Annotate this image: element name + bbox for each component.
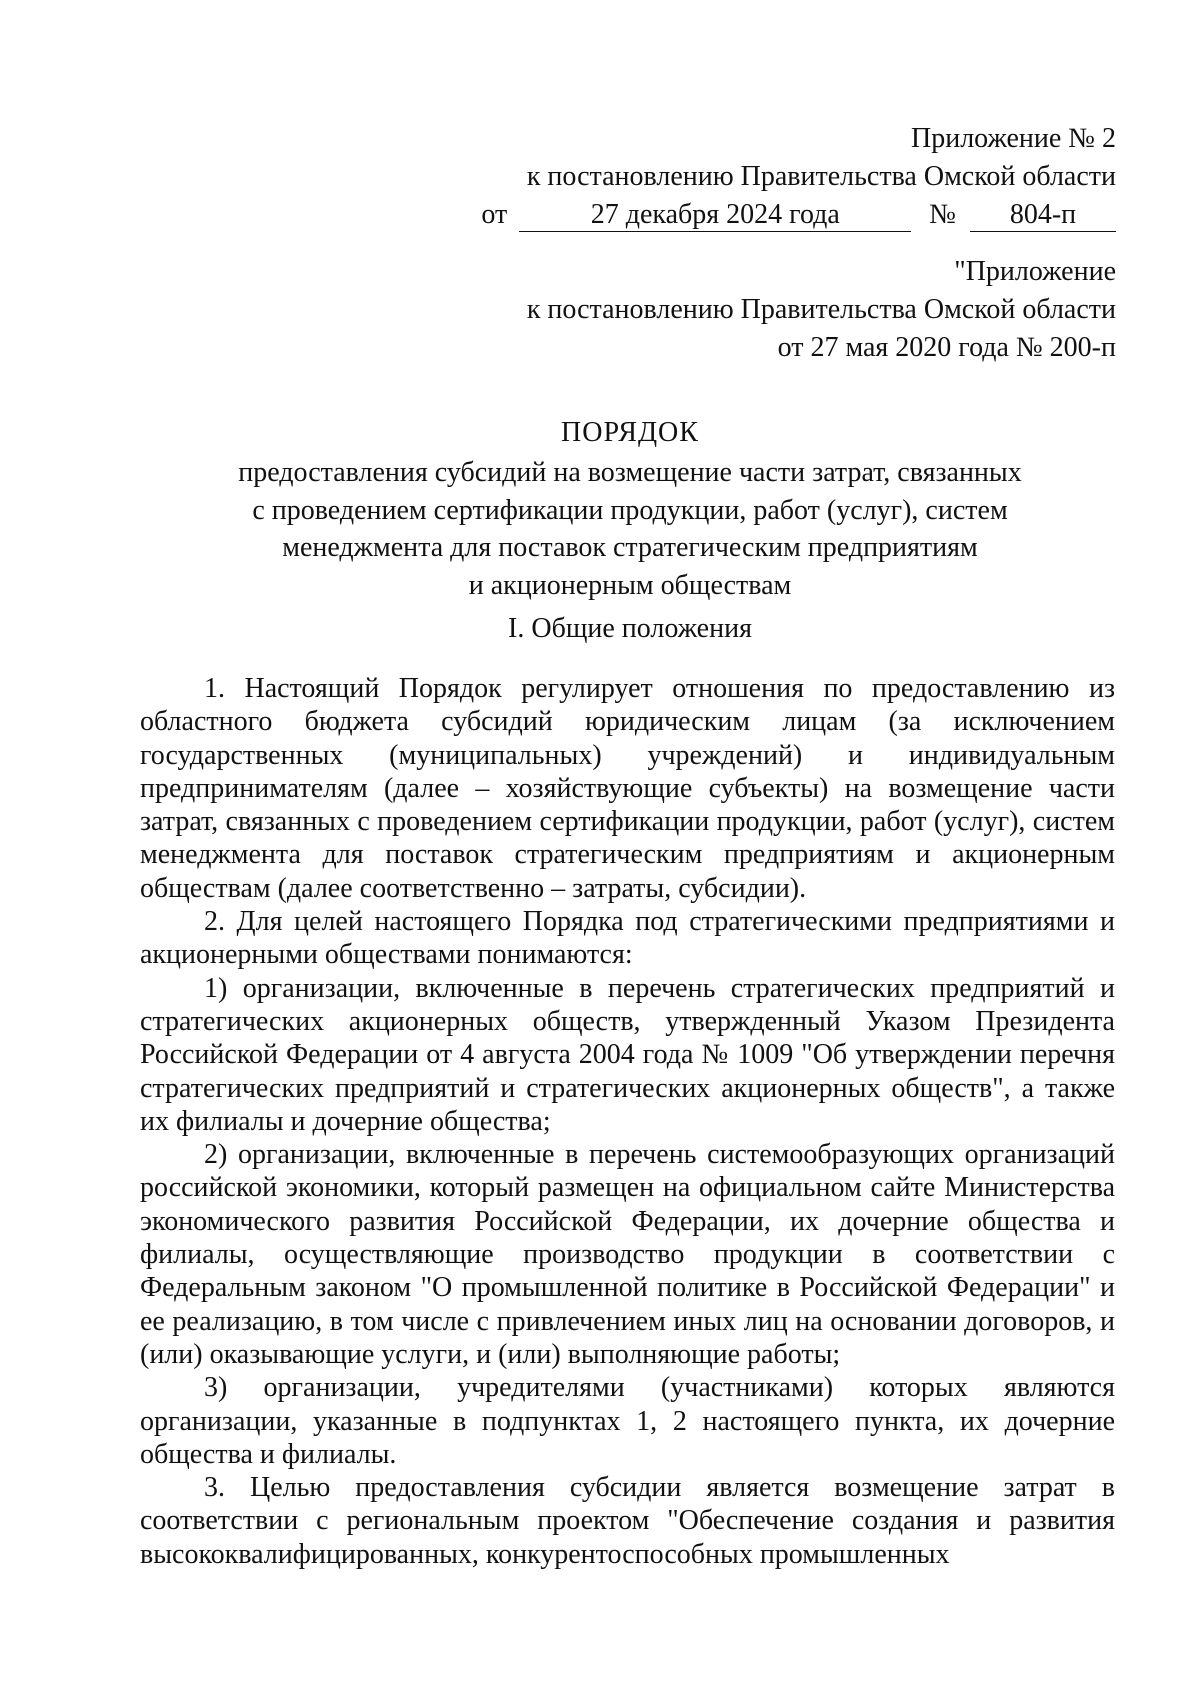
original-appendix-header [476, 253, 1116, 366]
paragraph: 2. Для целей настоящего Порядка под стратегическими предприятиями и акционерными обществами понимаются: [140, 906, 1115, 971]
document-subtitle-line: с проведением сертификации продукции, работ (услуг), систем [252, 494, 1008, 526]
section-title: I. Общие положения [508, 613, 752, 644]
document-subtitle-line: менеджмента для поставок стратегическим предприятиям [282, 532, 978, 564]
number-sign: № [929, 198, 956, 230]
subparagraph: 2) организации, включенные в перечень системообразующих организаций российской экономики, который размещен на официальном сайте Министерства экономического развития Российской Федерации, их дочерние общества и филиалы, осуществляющие производство продукции в соответствии с Федеральным законом "О промышленной политике в Российской Федерации" и ее реализацию, в том числе с привлечением иных лиц на основании договоров, и (или) оказывающие услуги, и (или) выполняющие работы; [140, 1139, 1115, 1370]
original-resolution-date: от 27 мая 2020 года № 200-п [777, 331, 1116, 363]
subparagraph: 1) организации, включенные в перечень стратегических предприятий и стратегических акционерных обществ, утвержденный Указом Президента Российской Федерации от 4 августа 2004 года № 1009 "Об утверждении перечня стратегических предприятий и стратегических акционерных обществ", а также их филиалы и дочерние общества; [140, 972, 1115, 1137]
document-subtitle-line: и акционерным обществам [468, 570, 792, 602]
paragraph: 3. Целью предоставления субсидии является возмещение затрат в соответствии с региональным проектом "Обеспечение создания и развития высококвалифицированных, конкурентоспособных промышленных [140, 1472, 1115, 1570]
resolution-number: 804-п [970, 198, 1116, 233]
original-resolution-reference: к постановлению Правительства Омской области [526, 293, 1116, 325]
from-label: от [481, 198, 508, 230]
resolution-date-line [476, 196, 1116, 234]
subparagraph: 3) организации, учредителями (участниками) которых являются организации, указанные в подпунктах 1, 2 настоящего пункта, их дочерние общества и филиалы. [140, 1372, 1115, 1470]
paragraph: 1. Настоящий Порядок регулирует отношения по предоставлению из областного бюджета субсидий юридическим лицам (за исключением государственных (муниципальных) учреждений) и индивидуальным предпринимателям (далее – хозяйствующие субъекты) на возмещение части затрат, связанных с проведением сертификации продукции, работ (услуг), систем менеджмента для поставок стратегическим предприятиям и акционерным обществам (далее соответственно – затраты, субсидии). [140, 673, 1115, 904]
document-title: ПОРЯДОК [561, 417, 699, 448]
document-subtitle-line: предоставления субсидий на возмещение части затрат, связанных [238, 456, 1022, 488]
original-appendix-label: "Приложение [954, 256, 1116, 287]
document-title-block [140, 414, 1120, 605]
resolution-reference: к постановлению Правительства Омской области [526, 160, 1116, 192]
appendix-header [476, 120, 1116, 233]
document-body [140, 672, 1115, 1571]
resolution-date: 27 декабря 2024 года [519, 198, 911, 233]
appendix-number: Приложение № 2 [911, 123, 1116, 154]
